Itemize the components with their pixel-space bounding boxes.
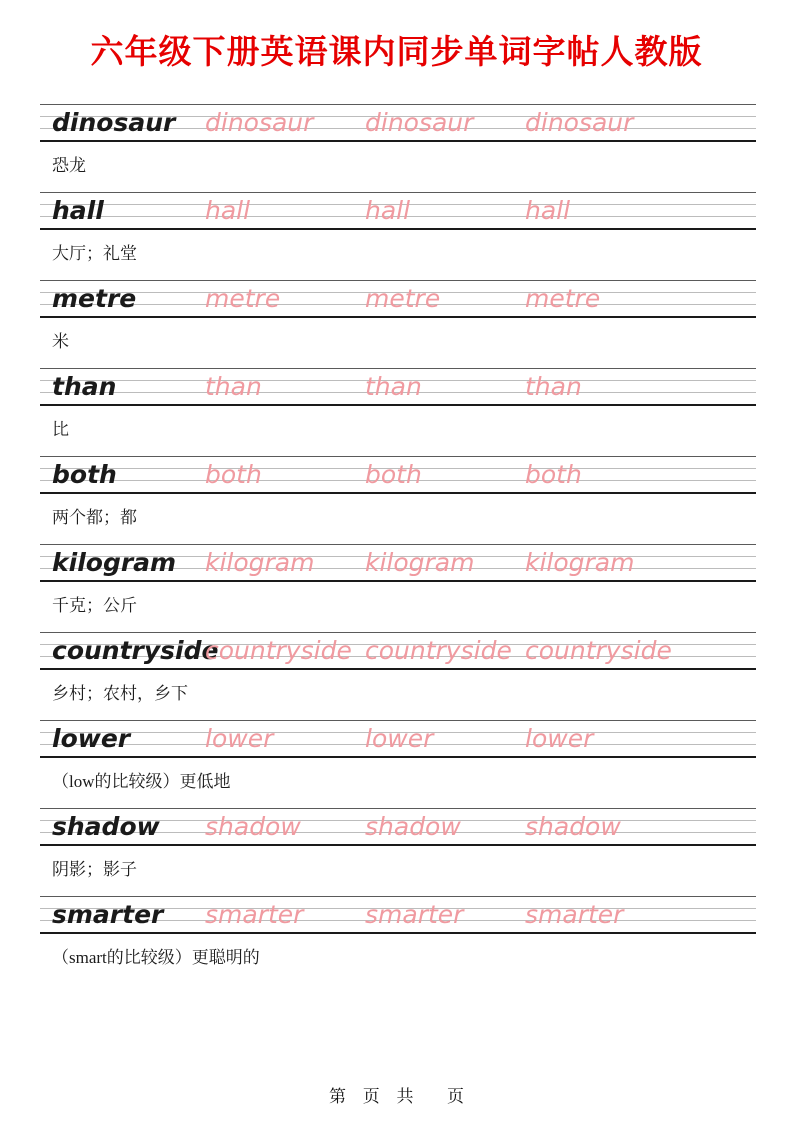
word-block bbox=[40, 280, 756, 368]
practice-sheet bbox=[40, 104, 756, 984]
practice-word: hall bbox=[52, 196, 104, 225]
trace-word-2: shadow bbox=[365, 812, 461, 841]
trace-word-3: metre bbox=[525, 284, 601, 313]
trace-word-2: countryside bbox=[365, 636, 512, 665]
word-block bbox=[40, 632, 756, 720]
practice-word: smarter bbox=[52, 900, 164, 929]
trace-word-3: than bbox=[525, 372, 582, 401]
practice-word: shadow bbox=[52, 812, 160, 841]
word-meaning: 比 bbox=[52, 420, 69, 439]
trace-word-3: lower bbox=[525, 724, 594, 753]
practice-word: both bbox=[52, 460, 117, 489]
trace-word-2: metre bbox=[365, 284, 441, 313]
trace-word-2: hall bbox=[365, 196, 411, 225]
page-footer: 第 页 共 页 bbox=[329, 1087, 464, 1106]
word-block bbox=[40, 896, 756, 984]
trace-word-1: lower bbox=[205, 724, 274, 753]
page-title: 六年级下册英语课内同步单词字帖人教版 bbox=[90, 33, 703, 70]
trace-word-1: both bbox=[205, 460, 262, 489]
practice-word: than bbox=[52, 372, 117, 401]
word-block bbox=[40, 808, 756, 896]
writing-grid bbox=[40, 368, 756, 406]
trace-word-1: hall bbox=[205, 196, 251, 225]
trace-word-3: smarter bbox=[525, 900, 624, 929]
practice-word: kilogram bbox=[52, 548, 177, 577]
word-meaning: 阴影；影子 bbox=[52, 860, 137, 879]
writing-grid bbox=[40, 808, 756, 846]
trace-word-1: dinosaur bbox=[205, 108, 314, 137]
trace-word-2: lower bbox=[365, 724, 434, 753]
writing-grid bbox=[40, 104, 756, 142]
writing-grid bbox=[40, 280, 756, 318]
writing-grid bbox=[40, 896, 756, 934]
practice-word: metre bbox=[52, 284, 137, 313]
word-block bbox=[40, 192, 756, 280]
trace-word-1: shadow bbox=[205, 812, 301, 841]
writing-grid bbox=[40, 456, 756, 494]
practice-word: countryside bbox=[52, 636, 219, 665]
word-meaning: （smart的比较级）更聪明的 bbox=[52, 948, 260, 967]
practice-word: lower bbox=[52, 724, 131, 753]
trace-word-2: both bbox=[365, 460, 422, 489]
trace-word-1: metre bbox=[205, 284, 281, 313]
word-block bbox=[40, 544, 756, 632]
trace-word-2: dinosaur bbox=[365, 108, 474, 137]
writing-grid bbox=[40, 544, 756, 582]
trace-word-3: shadow bbox=[525, 812, 621, 841]
trace-word-2: kilogram bbox=[365, 548, 475, 577]
writing-grid bbox=[40, 632, 756, 670]
word-block bbox=[40, 104, 756, 192]
word-block bbox=[40, 720, 756, 808]
trace-word-1: kilogram bbox=[205, 548, 315, 577]
word-block bbox=[40, 368, 756, 456]
trace-word-2: smarter bbox=[365, 900, 464, 929]
word-meaning: （low的比较级）更低地 bbox=[52, 772, 231, 791]
writing-grid bbox=[40, 720, 756, 758]
trace-word-3: countryside bbox=[525, 636, 672, 665]
trace-word-1: than bbox=[205, 372, 262, 401]
trace-word-3: hall bbox=[525, 196, 571, 225]
trace-word-3: both bbox=[525, 460, 582, 489]
word-meaning: 米 bbox=[52, 332, 69, 351]
word-meaning: 乡村；农村，乡下 bbox=[52, 684, 188, 703]
practice-word: dinosaur bbox=[52, 108, 176, 137]
word-meaning: 两个都；都 bbox=[52, 508, 137, 527]
word-meaning: 恐龙 bbox=[52, 156, 86, 175]
trace-word-3: kilogram bbox=[525, 548, 635, 577]
trace-word-3: dinosaur bbox=[525, 108, 634, 137]
word-meaning: 大厅；礼堂 bbox=[52, 244, 137, 263]
trace-word-1: countryside bbox=[205, 636, 352, 665]
word-block bbox=[40, 456, 756, 544]
writing-grid bbox=[40, 192, 756, 230]
trace-word-2: than bbox=[365, 372, 422, 401]
trace-word-1: smarter bbox=[205, 900, 304, 929]
word-meaning: 千克；公斤 bbox=[52, 596, 137, 615]
